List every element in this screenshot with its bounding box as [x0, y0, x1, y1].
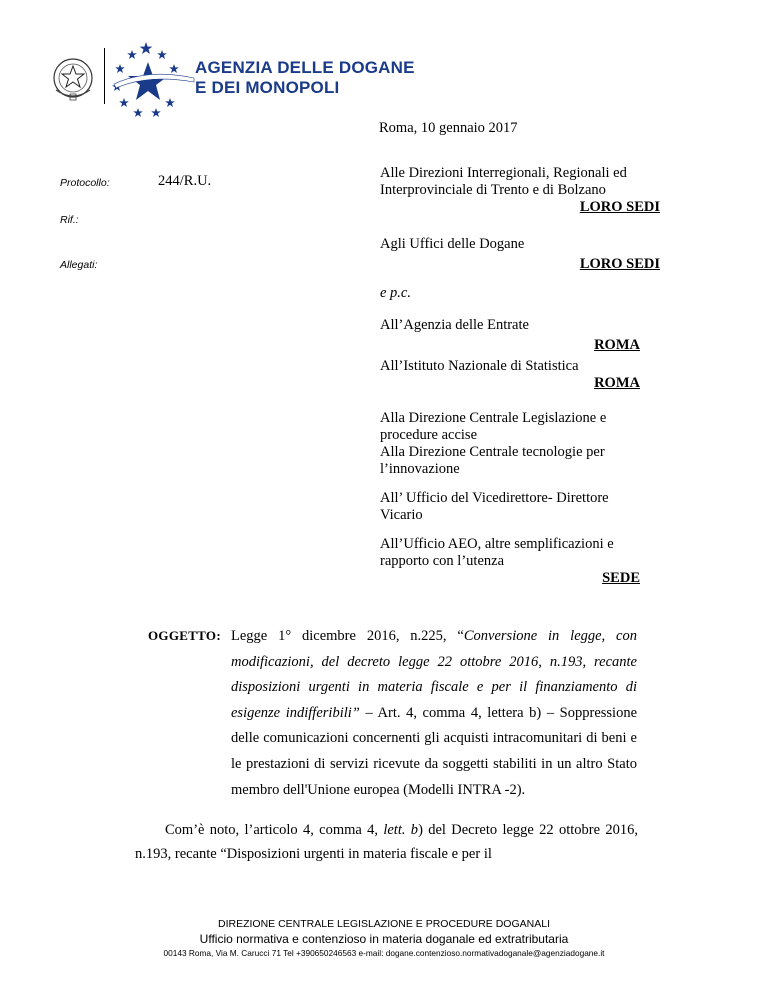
body-paragraph	[135, 818, 638, 866]
recipient-seat: LORO SEDI	[579, 256, 660, 272]
header-divider	[104, 48, 105, 104]
body-italic: lett. b	[383, 822, 419, 838]
recipient-line: Alla Direzione Centrale Legislazione e	[380, 410, 607, 426]
recipient-seat: ROMA	[594, 375, 640, 391]
recipient-direzioni	[380, 165, 660, 216]
recipient-line: Alle Direzioni Interregionali, Regionali ed	[380, 165, 627, 181]
recipient-line: All’ Ufficio del Vicedirettore- Direttore	[380, 490, 609, 506]
cc-tecnologie	[380, 444, 660, 478]
body-part2: ) del Decreto legge 22 ottobre 2016, n.193, recante “Disposizioni urgenti in materia fiscale e per il	[135, 822, 638, 862]
recipient-line: All’Agenzia delle Entrate	[380, 317, 529, 333]
protocollo-label: Protocollo:	[60, 177, 110, 189]
oggetto-text-part1: Legge 1° dicembre 2016, n.225, “	[231, 628, 464, 644]
agency-name-line2: E DEI MONOPOLI	[195, 78, 340, 97]
cc-legislazione-accise	[380, 410, 660, 444]
recipient-seat: ROMA	[594, 337, 640, 353]
stars-logo-icon	[108, 38, 198, 120]
footer-ufficio: Ufficio normativa e contenzioso in materia doganale ed extratributaria	[199, 932, 569, 946]
recipient-line: All’Istituto Nazionale di Statistica	[380, 358, 579, 374]
italian-republic-emblem-icon	[50, 52, 96, 104]
recipient-line: Vicario	[380, 507, 423, 523]
recipient-line: l’innovazione	[380, 461, 460, 477]
footer-contacts: 00143 Roma, Via M. Carucci 71 Tel +390650246563 e-mail: dogane.contenzioso.normativadoganale@agenziadogane.it	[163, 948, 605, 958]
footer-direzione-text: DIREZIONE CENTRALE LEGISLAZIONE E PROCEDURE DOGANALI	[218, 918, 550, 930]
body-part1: Com’è noto, l’articolo 4, comma 4,	[165, 822, 384, 838]
rif-label: Rif.:	[60, 214, 79, 226]
footer-direzione	[0, 918, 768, 930]
recipient-line: Alla Direzione Centrale tecnologie per	[380, 444, 605, 460]
allegati-label: Allegati:	[60, 259, 98, 271]
cc-ufficio-aeo	[380, 536, 660, 587]
document-date: Roma, 10 gennaio 2017	[379, 120, 518, 136]
recipient-seat: SEDE	[602, 570, 640, 586]
cc-agenzia-entrate	[380, 317, 660, 354]
epc-label: e p.c.	[380, 285, 411, 301]
recipient-uffici-dogane	[380, 236, 660, 273]
cc-istat	[380, 358, 660, 392]
recipient-line: rapporto con l’utenza	[380, 553, 505, 569]
oggetto-text	[231, 624, 637, 803]
oggetto-text-part2: – Art. 4, comma 4, lettera b) – Soppressione delle comunicazioni concernenti gli acquisti intracomunitari di beni e le prestazioni di servizi ricevute da soggetti stabiliti in un altro Stato membro dell'Unione europea (Modelli INTRA -2).	[231, 704, 637, 798]
recipient-line: procedure accise	[380, 427, 478, 443]
agency-name-line1: AGENZIA DELLE DOGANE	[195, 58, 415, 77]
oggetto-label: OGGETTO:	[148, 628, 221, 643]
recipient-seat: LORO SEDI	[579, 199, 660, 215]
recipient-line: All’Ufficio AEO, altre semplificazioni e	[380, 536, 614, 552]
oggetto-text-italic: Conversione in legge, con modificazioni, del decreto legge 22 ottobre 2016, n.193, recante disposizioni urgenti in materia fiscale e per il finanziamento di esigenze indifferibili”	[231, 628, 637, 721]
agency-name	[195, 58, 415, 98]
protocollo-value: 244/R.U.	[158, 173, 212, 189]
cc-vicedirettore	[380, 490, 660, 524]
recipient-line: Interprovinciale di Trento e di Bolzano	[380, 182, 606, 198]
recipient-line: Agli Uffici delle Dogane	[380, 236, 525, 252]
